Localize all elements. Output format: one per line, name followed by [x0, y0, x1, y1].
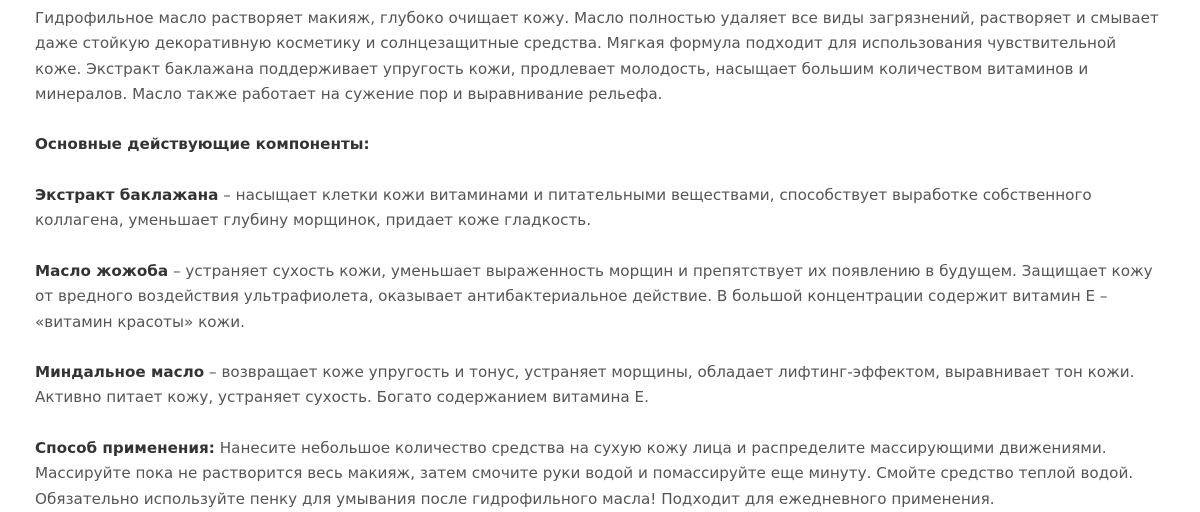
product-description — [35, 6, 1165, 512]
paragraph-gap — [35, 158, 1165, 183]
usage-label: Способ применения: — [35, 439, 215, 458]
usage-text: Нанесите небольшое количество средства на сухую кожу лица и распределите массирующими движениями. Массируйте пока не растворится весь макияж, затем смочите руки водой и помассируйте еще минуту. Смойте средство теплой водой. Обязательно используйте пенку для умывания после гидрофильного масла! Подходит для ежедневного применения. — [35, 439, 1134, 508]
component-name: Масло жожоба — [35, 261, 169, 280]
paragraph-gap — [35, 411, 1165, 436]
paragraph-gap — [35, 335, 1165, 360]
component-name: Экстракт баклажана — [35, 186, 219, 205]
component-paragraph-eggplant — [35, 183, 1165, 234]
component-paragraph-jojoba — [35, 259, 1165, 335]
paragraph-gap — [35, 107, 1165, 132]
component-description: – возвращает коже упругость и тонус, устраняет морщины, обладает лифтинг-эффектом, выравнивает тон кожи. Активно питает кожу, устраняет сухость. Богато содержанием витамина Е. — [35, 363, 1135, 407]
component-description: – насыщает клетки кожи витаминами и питательными веществами, способствует выработке собственного коллагена, уменьшает глубину морщинок, придает коже гладкость. — [35, 186, 1092, 230]
usage-paragraph — [35, 436, 1165, 512]
intro-paragraph: Гидрофильное масло растворяет макияж, глубоко очищает кожу. Масло полностью удаляет все виды загрязнений, растворяет и смывает даже стойкую декоративную косметику и солнцезащитные средства. Мягкая формула подходит для использования чувствительной коже. Экстракт баклажана поддерживает упругость кожи, продлевает молодость, насыщает большим количеством витаминов и минералов. Масло также работает на сужение пор и выравнивание рельефа. — [35, 9, 1159, 103]
components-heading: Основные действующие компоненты: — [35, 135, 370, 154]
component-description: – устраняет сухость кожи, уменьшает выраженность морщин и препятствует их появлению в будущем. Защищает кожу от вредного воздействия ультрафиолета, оказывает антибактериальное действие. В большой концентрации содержит витамин Е – «витамин красоты» кожи. — [35, 261, 1153, 331]
component-name: Миндальное масло — [35, 363, 205, 382]
component-paragraph-almond — [35, 360, 1165, 411]
paragraph-gap — [35, 234, 1165, 259]
